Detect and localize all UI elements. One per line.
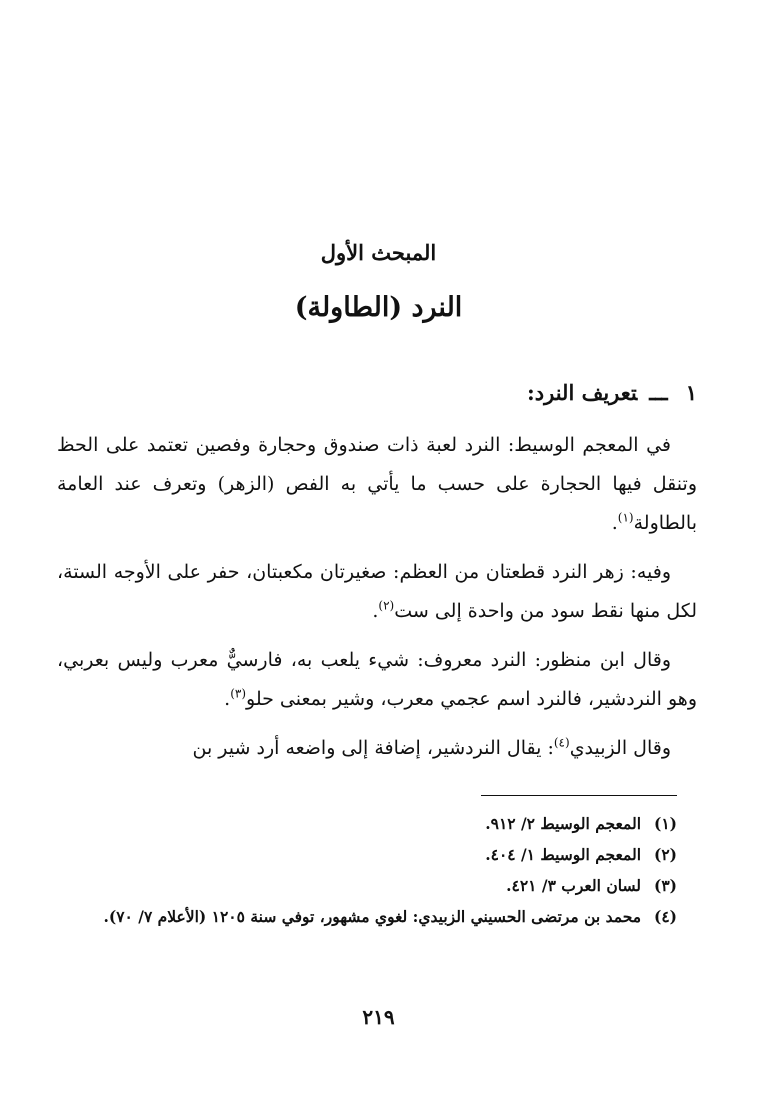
footnote-number: (١) bbox=[653, 814, 677, 833]
footnote-text: محمد بن مرتضى الحسيني الزبيدي: لغوي مشهور، توفي سنة ١٢٠٥ (الأعلام ٧/ ٧٠). bbox=[103, 907, 641, 926]
paragraph-text: في المعجم الوسيط: النرد لعبة ذات صندوق وحجارة وفصين تعتمد على الحظ وتنقل فيها الحجارة على حسب ما يأتي به الفص (الزهر) وتعرف عند العامة بالطاولة bbox=[57, 434, 697, 534]
paragraph-tail: . bbox=[224, 688, 231, 710]
footnote-number: (٣) bbox=[653, 876, 677, 895]
paragraph bbox=[57, 641, 697, 719]
paragraph-tail: . bbox=[611, 512, 618, 534]
paragraph-text: وقال ابن منظور: النرد معروف: شيء يلعب به، فارسيٌّ معرب وليس بعربي، وهو النردشير، فالنرد اسم عجمي معرب، وشير بمعنى حلو bbox=[57, 649, 697, 710]
footnote-number: (٤) bbox=[653, 907, 677, 926]
paragraph bbox=[57, 426, 697, 543]
paragraph-tail: . bbox=[372, 600, 379, 622]
footnote-text: المعجم الوسيط ٢/ ٩١٢. bbox=[485, 814, 641, 833]
paragraph bbox=[57, 553, 697, 631]
footnote-ref: (٢) bbox=[378, 598, 395, 613]
page-number: ٢١٩ bbox=[362, 1005, 395, 1029]
footnote bbox=[57, 808, 677, 839]
footnote bbox=[57, 839, 677, 870]
footnote-ref: (٣) bbox=[230, 686, 247, 701]
footnote-divider bbox=[481, 795, 677, 796]
paragraph-tail: : يقال النردشير، إضافة إلى واضعه أرد شير بن bbox=[192, 737, 554, 759]
footnotes bbox=[57, 808, 677, 932]
footnote-number: (٢) bbox=[653, 845, 677, 864]
body-text bbox=[57, 426, 697, 778]
subheading-number: ١ bbox=[685, 380, 697, 405]
subheading-text: تعريف النرد: bbox=[527, 380, 638, 405]
footnote bbox=[57, 901, 677, 932]
subheading bbox=[57, 380, 697, 405]
paragraph-text: وفيه: زهر النرد قطعتان من العظم: صغيرتان مكعبتان، حفر على الأوجه الستة، لكل منها نقط سود من واحدة إلى ست bbox=[57, 561, 697, 622]
footnote-text: لسان العرب ٣/ ٤٢١. bbox=[506, 876, 641, 895]
paragraph-text: وقال الزبيدي bbox=[569, 737, 671, 759]
footnote-ref: (٤) bbox=[553, 735, 570, 750]
footnote-ref: (١) bbox=[617, 510, 634, 525]
chapter-title: النرد (الطاولة) bbox=[294, 292, 463, 323]
section-label: المبحث الأول bbox=[320, 240, 437, 265]
subheading-dash: ـــ bbox=[649, 380, 668, 405]
paragraph bbox=[57, 729, 697, 768]
footnote-text: المعجم الوسيط ١/ ٤٠٤. bbox=[485, 845, 641, 864]
footnote bbox=[57, 870, 677, 901]
